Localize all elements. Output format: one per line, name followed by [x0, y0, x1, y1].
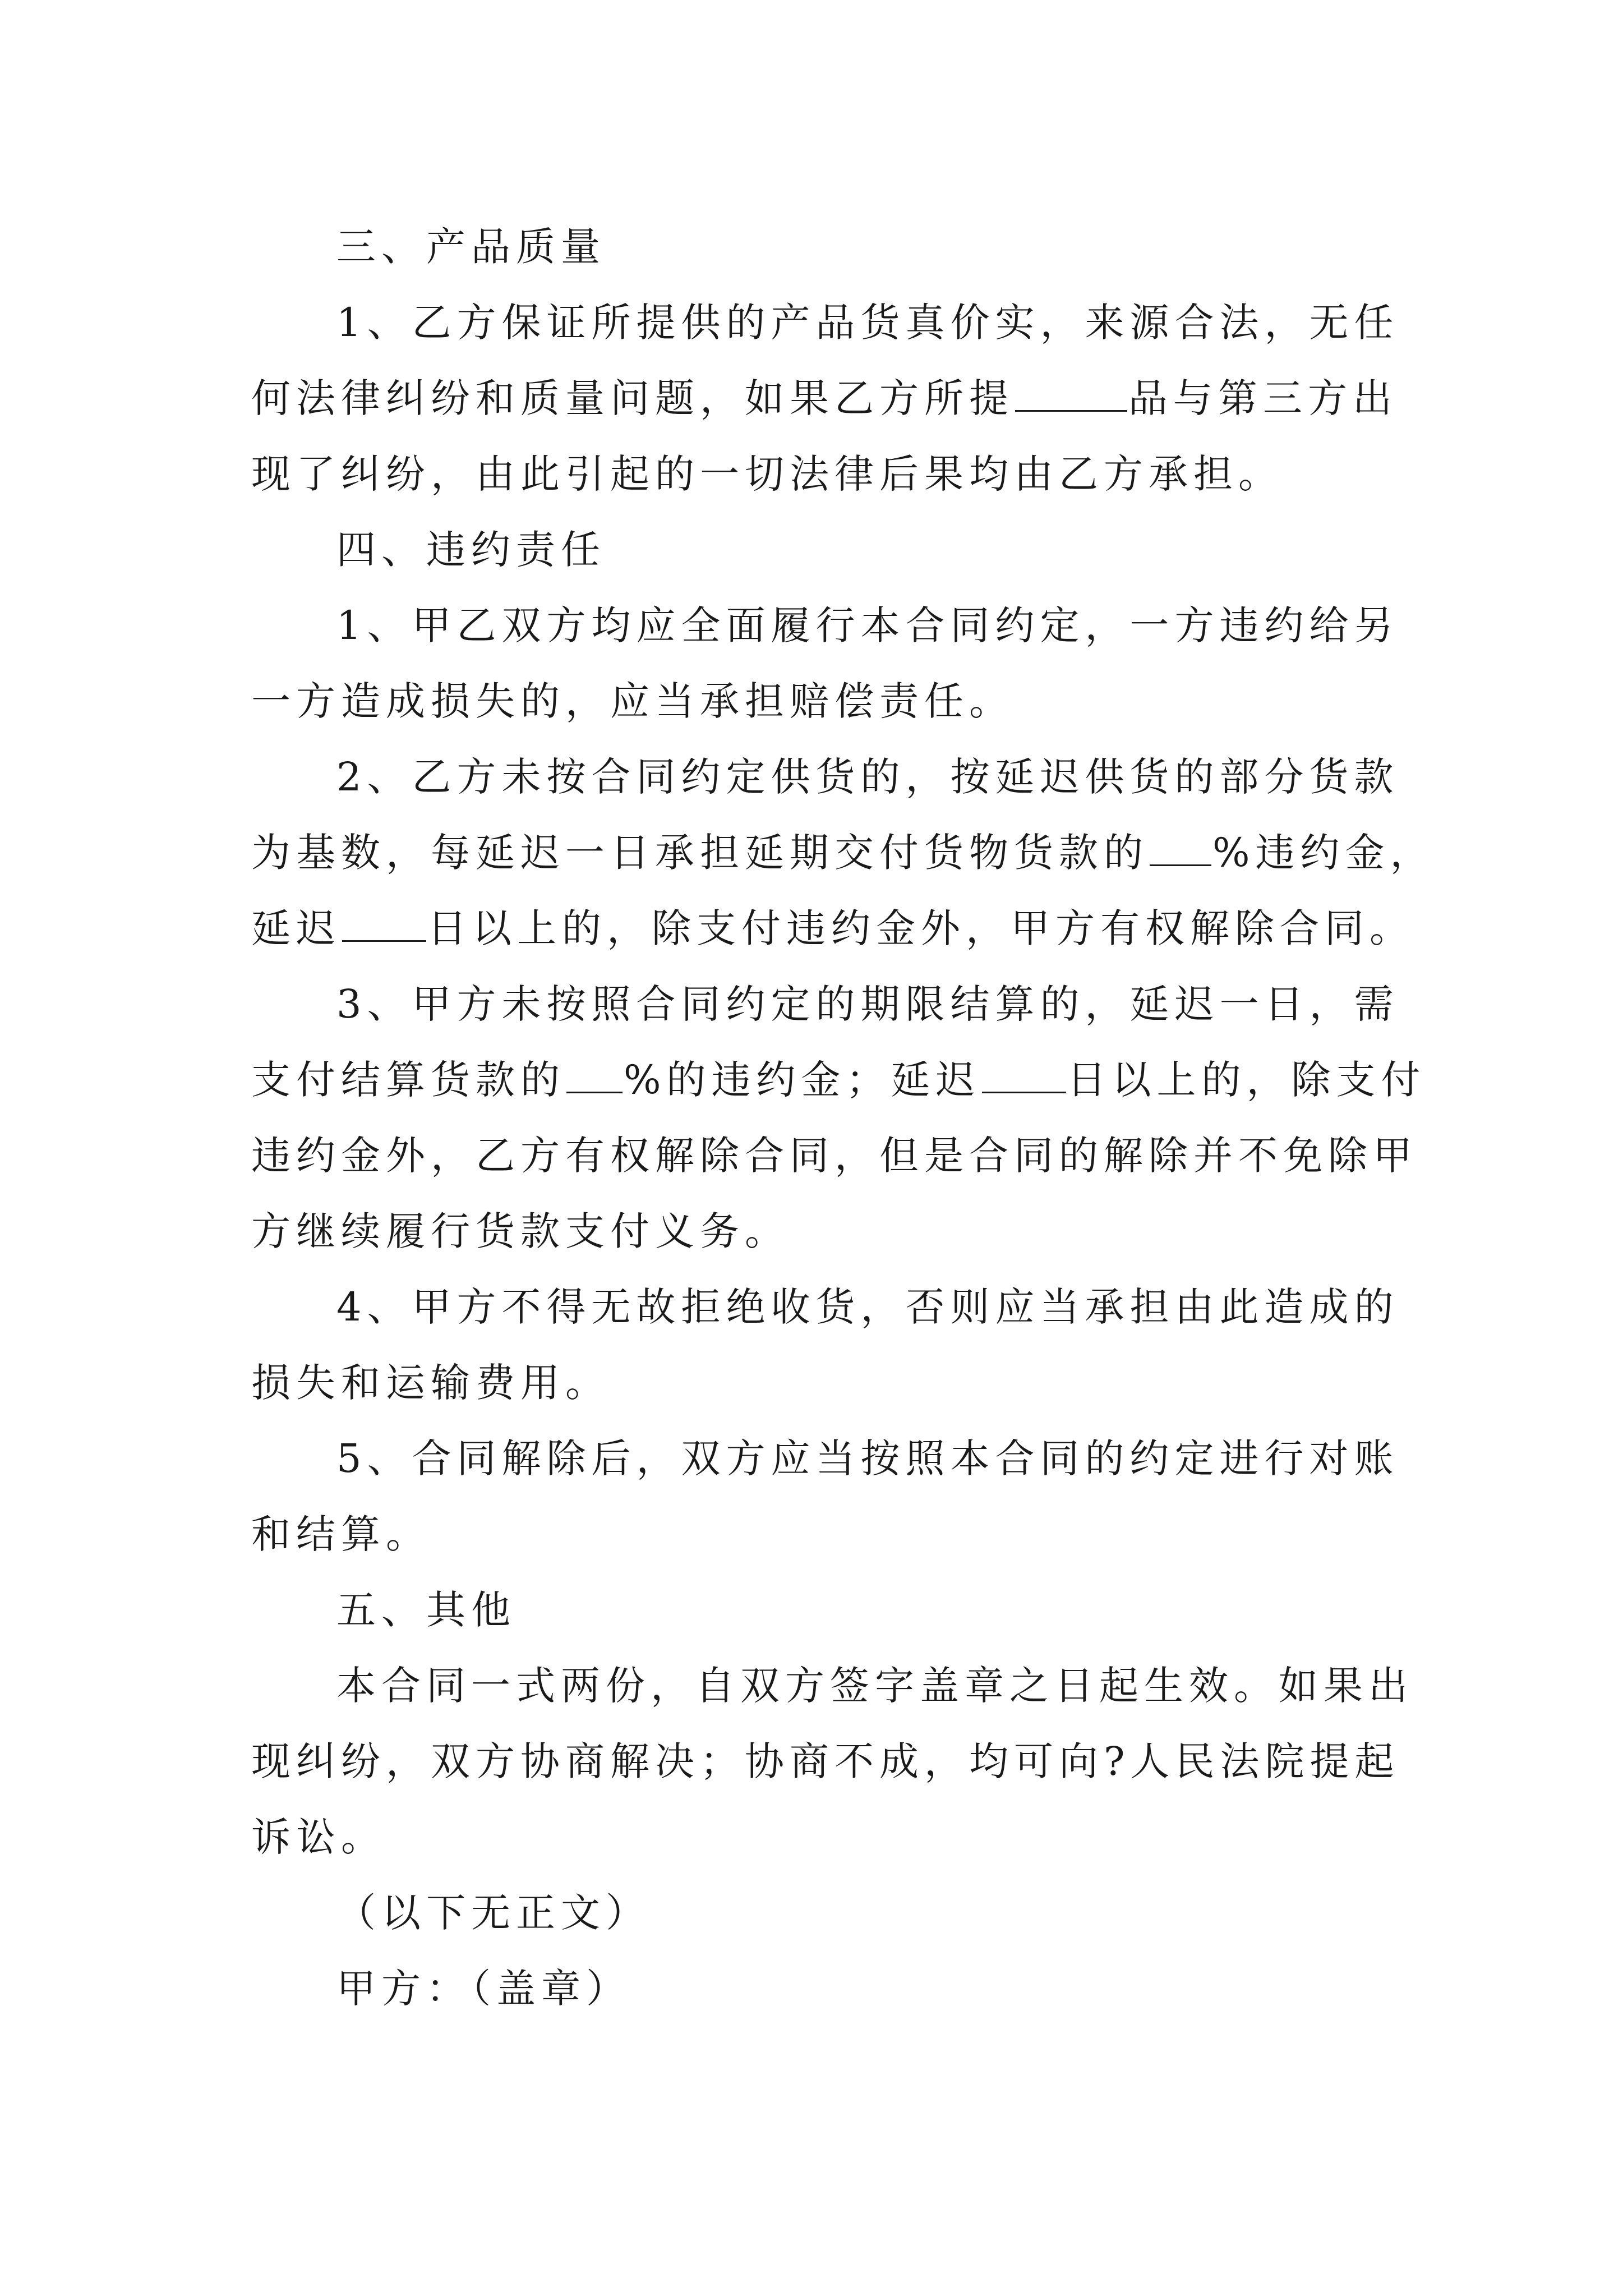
paragraph-line: 方继续履行货款支付义务。 [251, 1208, 790, 1254]
fill-in-blank [982, 1055, 1066, 1093]
paragraph-line: 损失和运输费用。 [251, 1360, 610, 1406]
paragraph-line: 诉讼。 [251, 1814, 386, 1860]
end-of-text-note: （以下无正文） [336, 1890, 651, 1936]
paragraph-line: 1、乙方保证所提供的产品货真价实，来源合法，无任 [336, 300, 1399, 346]
paragraph-line: 现纠纷，双方协商解决；协商不成，均可向?人民法院提起 [251, 1738, 1400, 1784]
paragraph-line: 2、乙方未按合同约定供货的，按延迟供货的部分货款 [336, 754, 1399, 800]
paragraph-line: 和结算。 [251, 1511, 431, 1557]
section-heading-breach-liability: 四、违约责任 [336, 527, 606, 573]
paragraph-text: 延迟 [251, 905, 341, 951]
paragraph-text: 何法律纠纷和质量问题，如果乙方所提 [251, 375, 1014, 421]
paragraph-line [251, 900, 1414, 956]
section-heading-other: 五、其他 [336, 1587, 516, 1633]
fill-in-blank [342, 903, 426, 942]
fill-in-blank [566, 1055, 623, 1093]
paragraph-line [251, 1052, 1426, 1108]
paragraph-text: 为基数，每延迟一日承担延期交付货物货款的 [251, 830, 1149, 876]
paragraph-text: 支付结算货款的 [251, 1057, 565, 1103]
paragraph-line: 违约金外，乙方有权解除合同，但是合同的解除并不免除甲 [251, 1133, 1418, 1179]
paragraph-text: %的违约金；延迟 [624, 1057, 981, 1103]
paragraph-line: 5、合同解除后，双方应当按照本合同的约定进行对账 [336, 1435, 1399, 1481]
paragraph-line: 一方造成损失的，应当承担赔偿责任。 [251, 678, 1014, 724]
paragraph-line: 现了纠纷，由此引起的一切法律后果均由乙方承担。 [251, 451, 1283, 497]
paragraph-line: 4、甲方不得无故拒绝收货，否则应当承担由此造成的 [336, 1284, 1399, 1330]
fill-in-blank [1015, 373, 1127, 412]
paragraph-line: 本合同一式两份，自双方签字盖章之日起生效。如果出 [336, 1663, 1413, 1709]
section-heading-product-quality: 三、产品质量 [336, 224, 606, 270]
fill-in-blank [1150, 827, 1211, 866]
paragraph-text: 品与第三方出 [1128, 375, 1398, 421]
paragraph-text: 日以上的，除支付违约金外，甲方有权解除合同。 [427, 905, 1414, 951]
paragraph-line [251, 825, 1435, 881]
paragraph-text: %违约金， [1212, 830, 1435, 876]
paragraph-text: 日以上的，除支付 [1067, 1057, 1426, 1103]
paragraph-line [251, 370, 1398, 426]
party-a-signature-line: 甲方：（盖章） [336, 1966, 631, 2012]
paragraph-line: 3、甲方未按照合同约定的期限结算的，延迟一日，需 [336, 981, 1399, 1027]
paragraph-line: 1、甲乙双方均应全面履行本合同约定，一方违约给另 [336, 602, 1399, 648]
